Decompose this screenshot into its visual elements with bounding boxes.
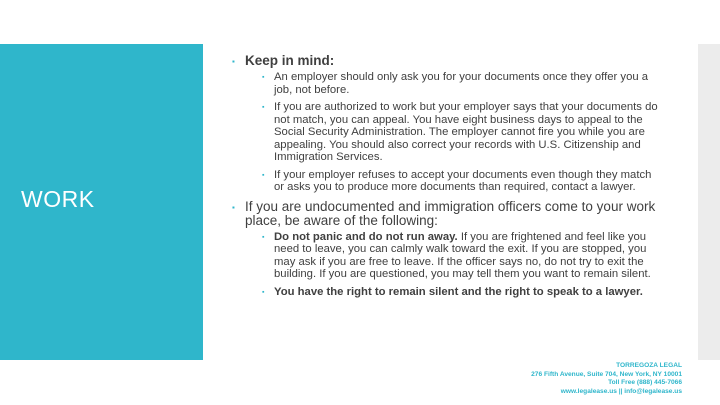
sub-bullet bbox=[230, 71, 660, 96]
square-bullet-icon: ▪ bbox=[262, 104, 265, 111]
square-bullet-icon: ▪ bbox=[232, 57, 235, 66]
square-bullet-icon: ▪ bbox=[232, 202, 235, 212]
bullet-keep-in-mind bbox=[230, 54, 660, 68]
sub-bullet bbox=[230, 286, 660, 299]
sub-bullet-text: If you are authorized to work but your employer says that your documents do not match, you can appeal. You have eight business days to appeal to the Social Security Administration. The employer cannot fire you while you are appealing. You should also correct your records with U.S. Citizenship and Immigration Services. bbox=[274, 101, 658, 163]
footer-phone: Toll Free (888) 445-7066 bbox=[608, 379, 682, 387]
square-bullet-icon: ▪ bbox=[262, 74, 265, 81]
sub-bullet-lead: You have the right to remain silent and the right to speak to a lawyer. bbox=[274, 285, 643, 298]
sub-bullet-text: An employer should only ask you for your documents once they offer you a job, not before. bbox=[274, 71, 649, 96]
slide-title: WORK bbox=[21, 186, 95, 212]
sub-list bbox=[230, 71, 660, 194]
bullet-text: Keep in mind: bbox=[245, 53, 335, 68]
bullet-text: If you are undocumented and immigration officers come to your work place, be aware of the following: bbox=[245, 198, 656, 228]
sub-bullet-lead: Do not panic and do not run away. bbox=[274, 230, 458, 243]
footer-address: 276 Fifth Avenue, Suite 704, New York, NY 10001 bbox=[531, 370, 682, 378]
sub-list bbox=[230, 231, 660, 299]
bullet-undocumented bbox=[230, 200, 660, 228]
square-bullet-icon: ▪ bbox=[262, 171, 265, 179]
right-strip bbox=[698, 44, 720, 360]
sub-bullet bbox=[230, 169, 660, 194]
sub-bullet-text: If you are frightened and feel like you need to leave, you can calmly walk toward the exit. If you are stopped, you may ask if you are free to leave. If the officer says no, do not try to exit the building. If you are questioned, you may tell them you want to remain silent. bbox=[274, 230, 651, 280]
sub-bullet-text: If your employer refuses to accept your documents even though they match or asks you to produce more documents than required, contact a lawyer. bbox=[274, 168, 652, 193]
footer-web[interactable]: www.legalease.us || info@legalease.us bbox=[560, 387, 682, 395]
square-bullet-icon: ▪ bbox=[262, 233, 265, 241]
slide-content bbox=[230, 54, 660, 303]
sub-bullet bbox=[230, 101, 660, 164]
footer-firm: TORREGOZA LEGAL bbox=[616, 362, 682, 369]
sub-bullet bbox=[230, 231, 660, 281]
square-bullet-icon: ▪ bbox=[262, 288, 265, 296]
footer-contact bbox=[531, 362, 682, 396]
